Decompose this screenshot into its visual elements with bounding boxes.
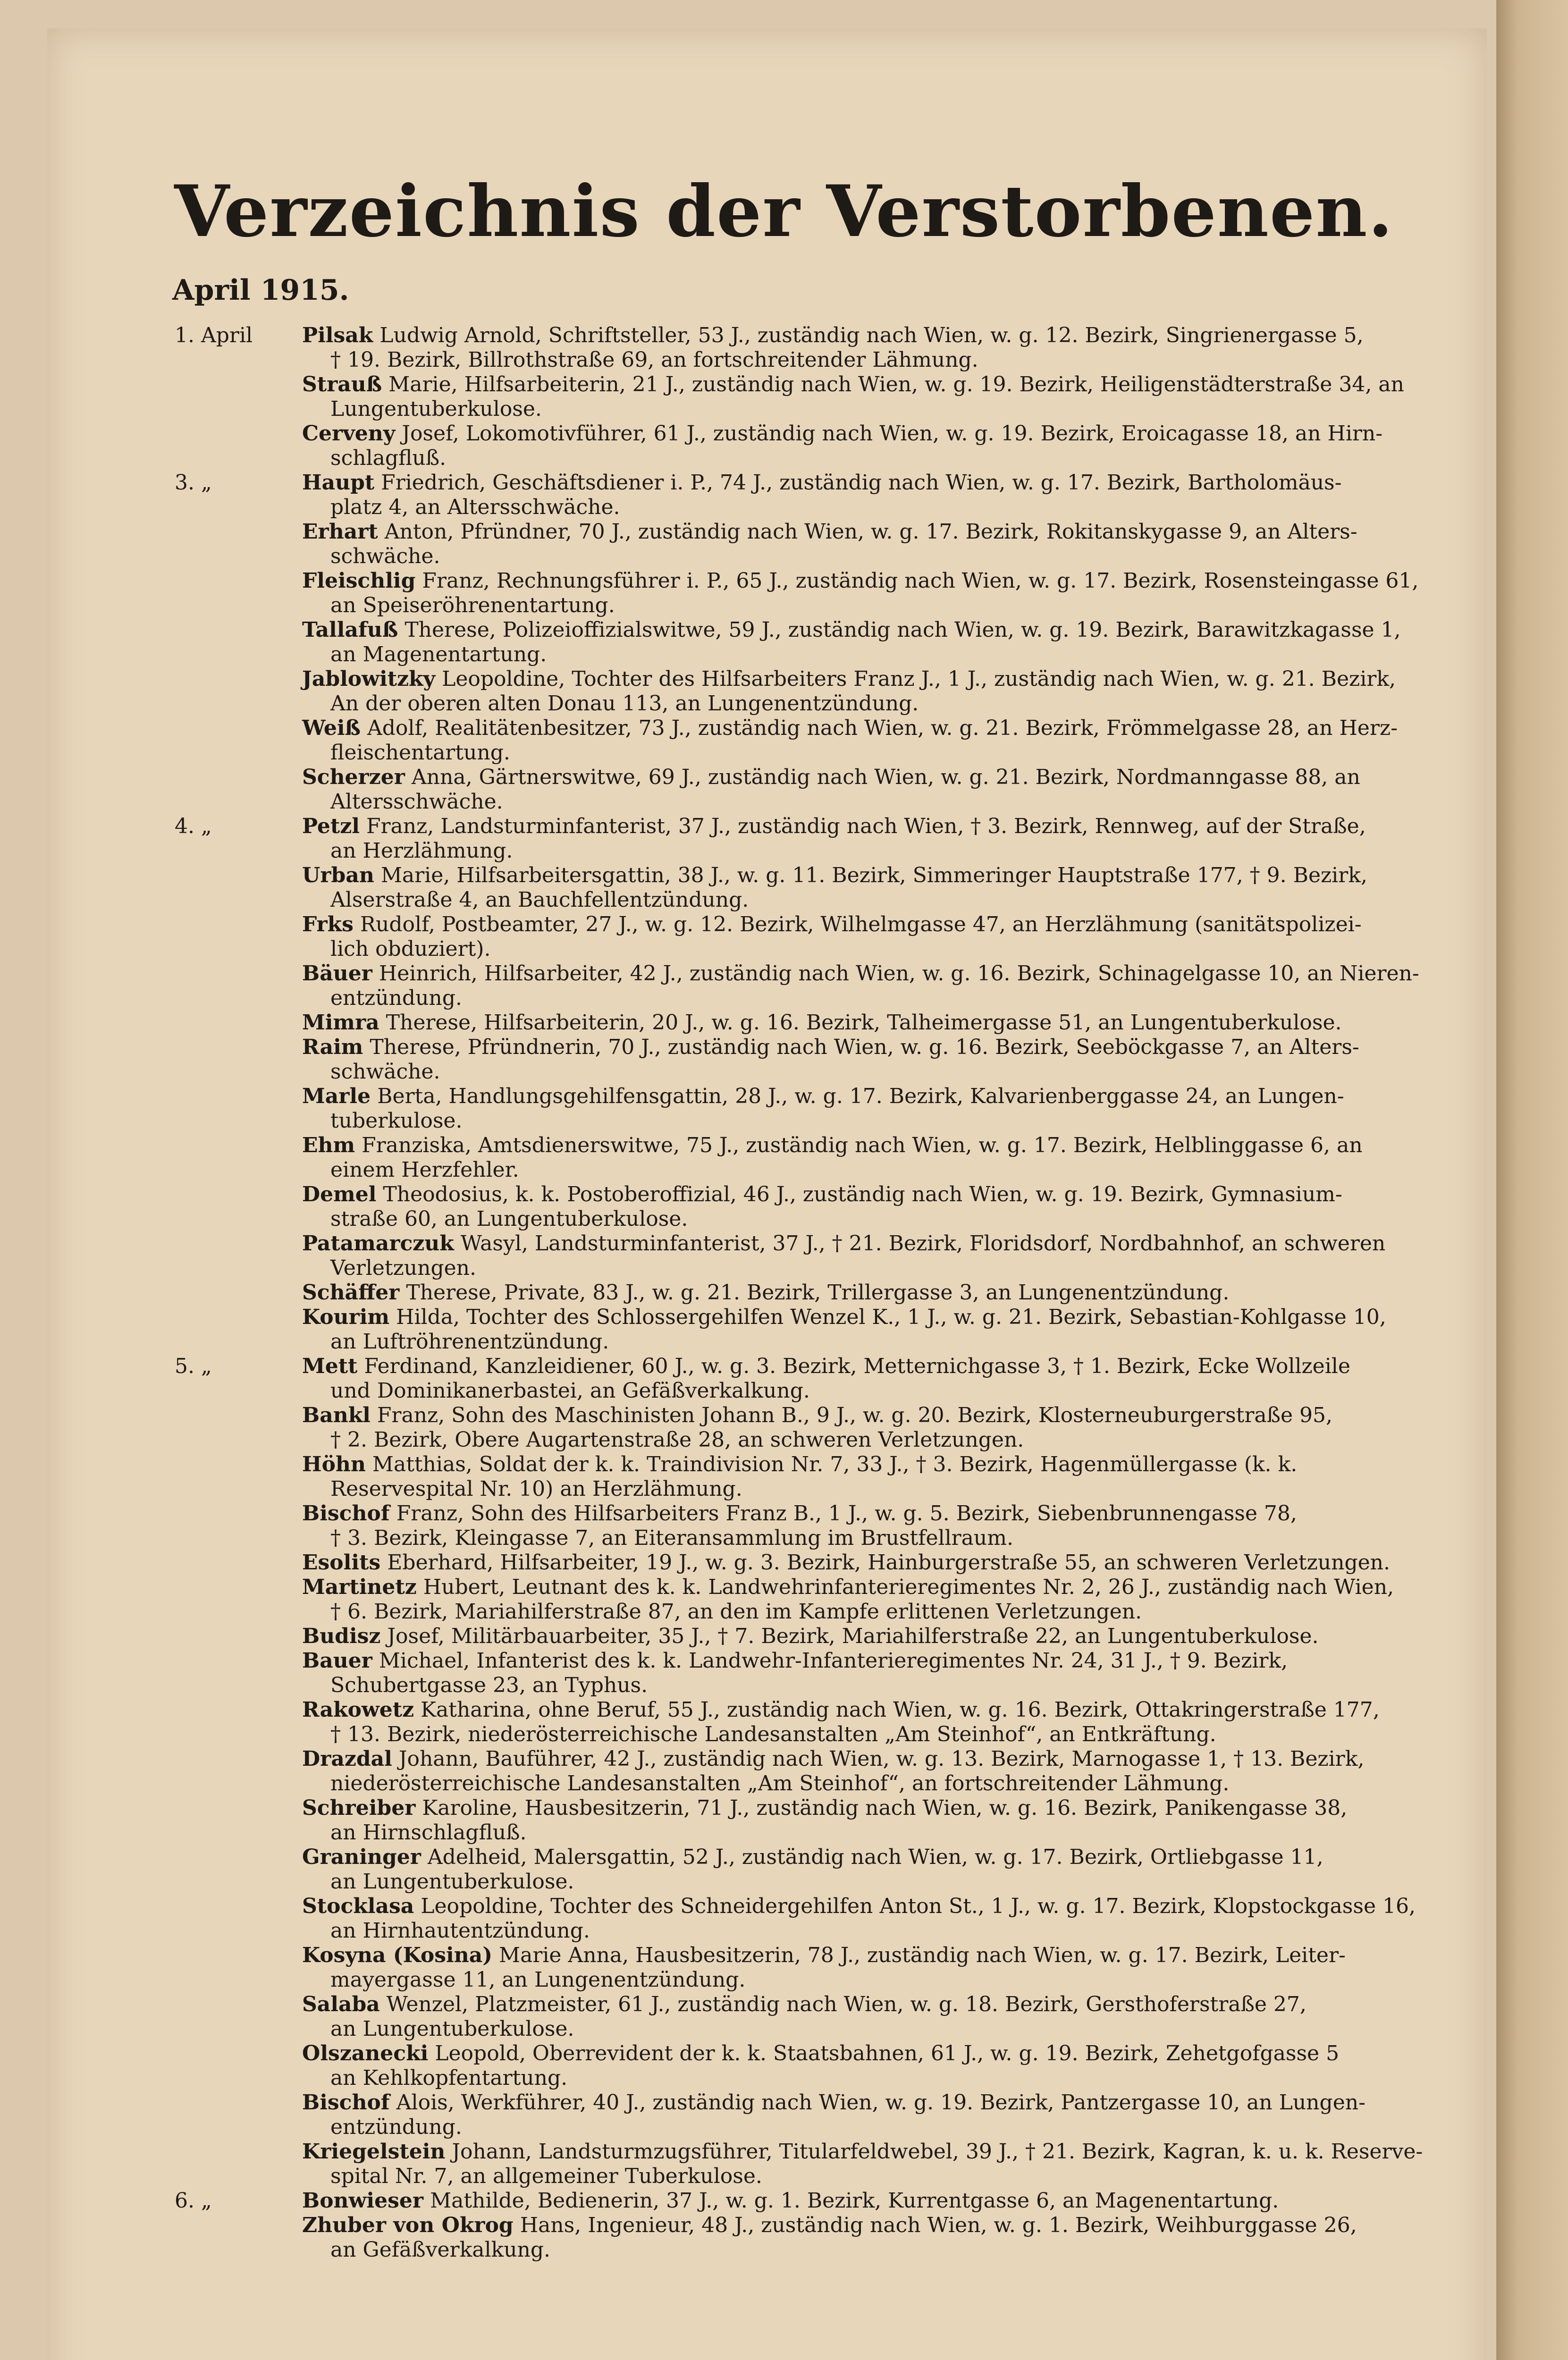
register-entry [175,1133,1449,1182]
deceased-surname: Schäffer [302,1281,400,1305]
deceased-surname: Mimra [302,1011,379,1035]
deceased-surname: Kosyna (Kosina) [302,1943,493,1967]
entry-details: Johann, Landsturmzugsführer, Titularfeldwebel, 39 J., † 21. Bezirk, Kagran, k. u. k. Reserve- [452,2140,1423,2164]
deceased-surname: Haupt [302,471,375,495]
deceased-surname: Cerveny [302,421,396,446]
entry-details-continued: Lungentuberkulose. [330,397,542,421]
entry-text [302,1133,1449,1182]
register-entry [175,667,1449,716]
entry-text [302,1943,1449,1992]
register-entry [175,863,1449,912]
entry-details: Adelheid, Malersgattin, 52 J., zuständig nach Wien, w. g. 17. Bezirk, Ortliebgasse 11, [427,1845,1324,1869]
deceased-surname: Jablowitzky [302,667,436,691]
entry-details: Marie Anna, Hausbesitzerin, 78 J., zuständig nach Wien, w. g. 17. Bezirk, Leiter- [499,1943,1346,1967]
entry-details: Rudolf, Postbeamter, 27 J., w. g. 12. Bezirk, Wilhelmgasse 47, an Herzlähmung (sanitätspolizei- [360,912,1362,936]
death-register-list [175,323,1449,2262]
entry-details-continued: niederösterreichische Landesanstalten „Am Steinhof“, an fortschreitender Lähmung. [330,1771,1230,1795]
register-entry [175,372,1449,421]
entry-details-continued: an Speiseröhrenentartung. [330,593,615,617]
entry-details-continued: platz 4, an Altersschwäche. [330,495,620,519]
entry-details-continued: und Dominikanerbastei, an Gefäßverkalkung. [330,1379,810,1403]
register-entry [175,1035,1449,1084]
entry-text [302,2090,1449,2140]
deceased-surname: Stocklasa [302,1894,414,1918]
entry-details: Matthias, Soldat der k. k. Traindivision Nr. 7, 33 J., † 3. Bezirk, Hagenmüllergasse (k. k. [372,1452,1298,1476]
entry-details-continued: † 13. Bezirk, niederösterreichische Landesanstalten „Am Steinhof“, an Entkräftung. [330,1722,1216,1746]
deceased-surname: Höhn [302,1452,366,1476]
deceased-surname: Graninger [302,1845,421,1869]
entry-details-continued: mayergasse 11, an Lungenentzündung. [330,1968,746,1992]
entry-date: 1. April [175,323,253,347]
entry-details-continued: † 6. Bezirk, Mariahilferstraße 87, an den im Kampfe erlittenen Verletzungen. [330,1600,1142,1624]
register-entry [175,2090,1449,2140]
register-entry [175,1747,1449,1796]
register-entry [175,1305,1449,1354]
entry-text [302,1084,1449,1133]
entry-details: Therese, Private, 83 J., w. g. 21. Bezirk, Trillergasse 3, an Lungenentzündung. [406,1281,1230,1305]
deceased-surname: Erhart [302,520,378,544]
entry-details-continued: lich obduziert). [330,937,491,961]
entry-text [302,2213,1449,2262]
entry-text [302,1354,1449,1403]
deceased-surname: Bischof [302,2090,390,2115]
entry-text [302,421,1449,471]
entry-details: Franz, Landsturminfanterist, 37 J., zuständig nach Wien, † 3. Bezirk, Rennweg, auf der Straße, [366,814,1366,838]
entry-text [302,2041,1449,2090]
entry-details-continued: Alserstraße 4, an Bauchfellentzündung. [330,888,749,912]
entry-text [302,667,1449,716]
deceased-surname: Petzl [302,814,360,838]
register-entry [175,1698,1449,1747]
entry-details-continued: Schubertgasse 23, an Typhus. [330,1673,648,1697]
entry-details: Eberhard, Hilfsarbeiter, 19 J., w. g. 3. Bezirk, Hainburgerstraße 55, an schweren Verletzungen. [387,1551,1390,1575]
entry-details: Ludwig Arnold, Schriftsteller, 53 J., zuständig nach Wien, w. g. 12. Bezirk, Singrienergasse 5, [379,323,1364,347]
entry-text [302,814,1449,863]
entry-details: Marie, Hilfsarbeitersgattin, 38 J., w. g. 11. Bezirk, Simmeringer Hauptstraße 177, † 9. Bezirk, [380,863,1367,887]
register-entry [175,1011,1449,1035]
entry-text [302,1551,1449,1575]
entry-details: Hans, Ingenieur, 48 J., zuständig nach Wien, w. g. 1. Bezirk, Weihburggasse 26, [520,2213,1357,2237]
register-entry [175,765,1449,814]
register-entry [175,1845,1449,1894]
entry-details-continued: an Herzlähmung. [330,839,513,863]
entry-text [302,1992,1449,2041]
entry-details: Franziska, Amtsdienerswitwe, 75 J., zuständig nach Wien, w. g. 17. Bezirk, Helblinggasse 6, an [362,1133,1363,1157]
entry-details-continued: schwäche. [330,1060,440,1084]
entry-details-continued: † 19. Bezirk, Billrothstraße 69, an fortschreitender Lähmung. [330,348,978,372]
deceased-surname: Rakowetz [302,1698,414,1722]
entry-details-continued: an Hirnhautentzündung. [330,1919,590,1943]
register-entry [175,716,1449,765]
entry-text [302,1747,1449,1796]
register-entry [175,1354,1449,1403]
entry-details: Alois, Werkführer, 40 J., zuständig nach Wien, w. g. 19. Bezirk, Pantzergasse 10, an Lungen- [396,2090,1366,2115]
entry-text [302,1575,1449,1624]
register-entry [175,1182,1449,1231]
entry-text [302,569,1449,618]
entry-details: Wasyl, Landsturminfanterist, 37 J., † 21. Bezirk, Floridsdorf, Nordbahnhof, an schweren [460,1231,1386,1256]
register-entry [175,421,1449,471]
entry-text [302,1281,1449,1305]
register-entry [175,2213,1449,2262]
entry-text [302,863,1449,912]
deceased-surname: Weiß [302,716,361,740]
entry-details: Mathilde, Bedienerin, 37 J., w. g. 1. Bezirk, Kurrentgasse 6, an Magenentartung. [430,2189,1279,2213]
entry-text [302,471,1449,520]
entry-text [302,961,1449,1011]
entry-details-continued: an Luftröhrenentzündung. [330,1330,609,1354]
entry-text [302,765,1449,814]
entry-details-continued: schlagfluß. [330,446,447,470]
entry-details-continued: fleischentartung. [330,741,510,765]
entry-text [302,716,1449,765]
entry-text [302,1845,1449,1894]
entry-details: Josef, Militärbauarbeiter, 35 J., † 7. Bezirk, Mariahilferstraße 22, an Lungentuberkulose. [387,1624,1319,1648]
entry-text [302,372,1449,421]
register-entry [175,618,1449,667]
register-entry [175,1231,1449,1281]
entry-text [302,1011,1449,1035]
entry-details: Leopoldine, Tochter des Hilfsarbeiters Franz J., 1 J., zuständig nach Wien, w. g. 21. Bezirk, [442,667,1396,691]
deceased-surname: Mett [302,1354,358,1378]
entry-text [302,1231,1449,1281]
register-entry [175,1084,1449,1133]
register-entry [175,814,1449,863]
register-entry [175,323,1449,372]
register-entry [175,569,1449,618]
register-entry [175,912,1449,961]
entry-details: Hilda, Tochter des Schlossergehilfen Wenzel K., 1 J., w. g. 21. Bezirk, Sebastian-Kohlgasse 10, [396,1305,1386,1329]
deceased-surname: Bäuer [302,961,372,986]
entry-details-continued: einem Herzfehler. [330,1158,519,1182]
deceased-surname: Fleischlig [302,569,416,593]
entry-details: Franz, Rechnungsführer i. P., 65 J., zuständig nach Wien, w. g. 17. Bezirk, Rosensteingasse 61, [422,569,1419,593]
entry-details-continued: an Kehlkopfentartung. [330,2066,568,2090]
entry-details-continued: an Lungentuberkulose. [330,2017,574,2041]
entry-details-continued: schwäche. [330,544,440,568]
entry-date: 6. „ [175,2189,212,2213]
entry-details: Heinrich, Hilfsarbeiter, 42 J., zuständig nach Wien, w. g. 16. Bezirk, Schinagelgasse 10, an Nieren- [379,961,1419,986]
entry-details: Karoline, Hausbesitzerin, 71 J., zuständig nach Wien, w. g. 16. Bezirk, Panikengasse 38, [422,1796,1348,1820]
deceased-surname: Drazdal [302,1747,392,1771]
entry-details: Leopoldine, Tochter des Schneidergehilfen Anton St., 1 J., w. g. 17. Bezirk, Klopstockgasse 16, [421,1894,1416,1918]
deceased-surname: Kriegelstein [302,2140,446,2164]
entry-text [302,1182,1449,1231]
deceased-surname: Salaba [302,1992,380,2016]
deceased-surname: Zhuber von Okrog [302,2213,514,2237]
register-entry [175,1796,1449,1845]
deceased-surname: Bauer [302,1649,372,1673]
entry-details-continued: Altersschwäche. [330,790,503,814]
entry-text [302,1403,1449,1452]
entry-details: Ferdinand, Kanzleidiener, 60 J., w. g. 3. Bezirk, Metternichgasse 3, † 1. Bezirk, Ecke Wollzeile [364,1354,1350,1378]
entry-details-continued: an Gefäßverkalkung. [330,2238,551,2262]
register-entry [175,1943,1449,1992]
entry-details-continued: straße 60, an Lungentuberkulose. [330,1207,688,1231]
entry-text [302,1698,1449,1747]
deceased-surname: Demel [302,1182,377,1206]
register-entry [175,1992,1449,2041]
deceased-surname: Budisz [302,1624,381,1648]
entry-details: Franz, Sohn des Hilfsarbeiters Franz B., 1 J., w. g. 5. Bezirk, Siebenbrunnengasse 78, [396,1501,1297,1526]
deceased-surname: Raim [302,1035,363,1059]
entry-details: Josef, Lokomotivführer, 61 J., zuständig nach Wien, w. g. 19. Bezirk, Eroicagasse 18, an Hirn- [402,421,1383,446]
entry-details-continued: † 3. Bezirk, Kleingasse 7, an Eiteransammlung im Brustfellraum. [330,1526,1013,1550]
entry-details: Therese, Polizeioffizialswitwe, 59 J., zuständig nach Wien, w. g. 19. Bezirk, Barawitzkagasse 1, [405,618,1401,642]
entry-details: Hubert, Leutnant des k. k. Landwehrinfanterieregimentes Nr. 2, 26 J., zuständig nach Wien, [423,1575,1394,1599]
entry-text [302,2140,1449,2189]
entry-details: Therese, Hilfsarbeiterin, 20 J., w. g. 16. Bezirk, Talheimergasse 51, an Lungentuberkulose. [386,1011,1342,1035]
entry-details: Therese, Pfründnerin, 70 J., zuständig nach Wien, w. g. 16. Bezirk, Seeböckgasse 7, an Alters- [370,1035,1359,1059]
deceased-surname: Tallafuß [302,618,398,642]
entry-details: Anton, Pfründner, 70 J., zuständig nach Wien, w. g. 17. Bezirk, Rokitanskygasse 9, an Alters- [384,520,1357,544]
register-entry [175,520,1449,569]
entry-details: Katharina, ohne Beruf, 55 J., zuständig nach Wien, w. g. 16. Bezirk, Ottakringerstraße 177, [421,1698,1380,1722]
register-entry [175,471,1449,520]
entry-details: Johann, Bauführer, 42 J., zuständig nach Wien, w. g. 13. Bezirk, Marnogasse 1, † 13. Bezirk, [398,1747,1365,1771]
deceased-surname: Urban [302,863,374,887]
entry-details: Franz, Sohn des Maschinisten Johann B., 9 J., w. g. 20. Bezirk, Klosterneuburgerstraße 95, [377,1403,1332,1427]
entry-details-continued: an Hirnschlagfluß. [330,1821,527,1845]
entry-date: 3. „ [175,471,212,495]
entry-date: 4. „ [175,814,212,838]
deceased-surname: Pilsak [302,323,373,347]
entry-details-continued: entzündung. [330,986,462,1010]
entry-details-continued: spital Nr. 7, an allgemeiner Tuberkulose. [330,2164,762,2188]
entry-text [302,520,1449,569]
page-title: Verzeichnis der Verstorbenen. [174,170,1394,253]
register-entry [175,1403,1449,1452]
deceased-surname: Strauß [302,372,382,396]
register-entry [175,1624,1449,1649]
deceased-surname: Schreiber [302,1796,416,1820]
entry-details-continued: Verletzungen. [330,1256,476,1280]
entry-details-continued: † 2. Bezirk, Obere Augartenstraße 28, an schweren Verletzungen. [330,1428,1024,1452]
entry-details: Berta, Handlungsgehilfensgattin, 28 J., w. g. 17. Bezirk, Kalvarienberggasse 24, an Lungen- [377,1084,1344,1108]
deceased-surname: Esolits [302,1551,381,1575]
entry-details-continued: tuberkulose. [330,1109,463,1133]
entry-text [302,2189,1449,2213]
register-entry [175,1281,1449,1305]
book-spine [1496,0,1568,2360]
entry-details: Michael, Infanterist des k. k. Landwehr-Infanterieregimentes Nr. 24, 31 J., † 9. Bezirk, [379,1649,1288,1673]
deceased-surname: Olszanecki [302,2041,429,2065]
deceased-surname: Bankl [302,1403,371,1427]
deceased-surname: Kourim [302,1305,390,1329]
register-entry [175,1501,1449,1551]
deceased-surname: Frks [302,912,354,936]
deceased-surname: Marle [302,1084,371,1108]
entry-text [302,1501,1449,1551]
entry-date: 5. „ [175,1354,212,1378]
register-entry [175,1649,1449,1698]
entry-text [302,912,1449,961]
entry-text [302,323,1449,372]
register-entry [175,2189,1449,2213]
deceased-surname: Martinetz [302,1575,417,1599]
entry-details-continued: entzündung. [330,2115,462,2139]
entry-text [302,1305,1449,1354]
entry-details: Theodosius, k. k. Postoberoffizial, 46 J., zuständig nach Wien, w. g. 19. Bezirk, Gymnasium- [383,1182,1342,1206]
entry-text [302,1452,1449,1501]
entry-details-continued: Reservespital Nr. 10) an Herzlähmung. [330,1477,742,1501]
register-entry [175,2041,1449,2090]
entry-text [302,1624,1449,1649]
entry-details-continued: an Lungentuberkulose. [330,1870,574,1894]
entry-text [302,1649,1449,1698]
entry-details: Marie, Hilfsarbeiterin, 21 J., zuständig nach Wien, w. g. 19. Bezirk, Heiligenstädterstraße 34, an [388,372,1404,396]
register-entry [175,961,1449,1011]
entry-details-continued: An der oberen alten Donau 113, an Lungenentzündung. [330,691,919,716]
deceased-surname: Bonwieser [302,2189,424,2213]
deceased-surname: Patamarczuk [302,1231,454,1256]
deceased-surname: Bischof [302,1501,390,1526]
register-entry [175,1551,1449,1575]
entry-details: Leopold, Oberrevident der k. k. Staatsbahnen, 61 J., w. g. 19. Bezirk, Zehetgofgasse 5 [435,2041,1340,2065]
entry-text [302,618,1449,667]
deceased-surname: Ehm [302,1133,355,1157]
entry-details-continued: an Magenentartung. [330,642,547,666]
register-entry [175,1575,1449,1624]
month-heading: April 1915. [172,274,349,307]
entry-details: Friedrich, Geschäftsdiener i. P., 74 J., zuständig nach Wien, w. g. 17. Bezirk, Bartholomäus- [381,471,1342,495]
deceased-surname: Scherzer [302,765,405,789]
register-entry [175,2140,1449,2189]
entry-text [302,1894,1449,1943]
entry-details: Anna, Gärtnerswitwe, 69 J., zuständig nach Wien, w. g. 21. Bezirk, Nordmanngasse 88, an [411,765,1360,789]
register-entry [175,1894,1449,1943]
entry-details: Wenzel, Platzmeister, 61 J., zuständig nach Wien, w. g. 18. Bezirk, Gersthoferstraße 27, [386,1992,1307,2016]
entry-text [302,1796,1449,1845]
register-entry [175,1452,1449,1501]
entry-details: Adolf, Realitätenbesitzer, 73 J., zuständig nach Wien, w. g. 21. Bezirk, Frömmelgasse 28, an Herz- [367,716,1398,740]
entry-text [302,1035,1449,1084]
